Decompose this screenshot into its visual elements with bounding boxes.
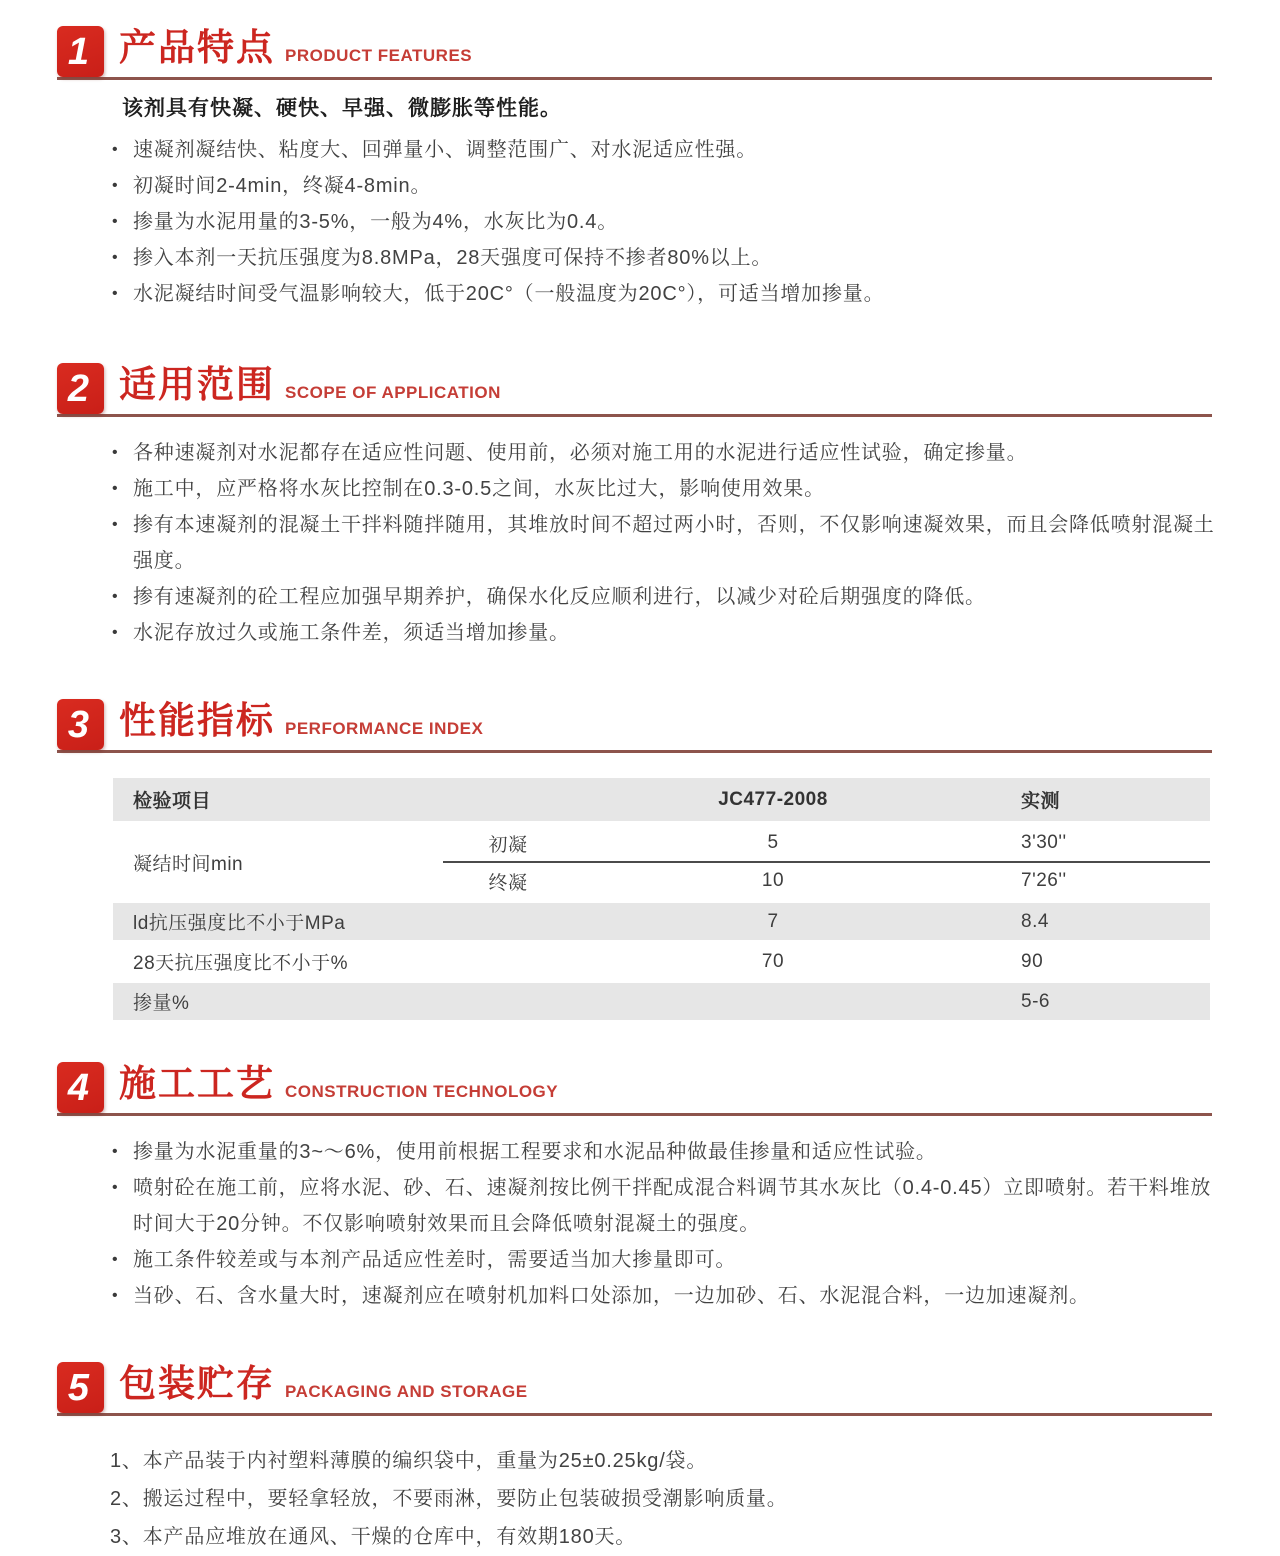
section-1-title: 产品特点 [119, 27, 275, 68]
bullet-item: • 掺有本速凝剂的混凝土干拌料随拌随用，其堆放时间不超过两小时，否则，不仅影响速凝效果，而且会降低喷射混凝土强度。 [110, 507, 1220, 579]
bullet-item: • 掺量为水泥重量的3~～6%，使用前根据工程要求和水泥品种做最佳掺量和适应性试验。 [110, 1134, 1220, 1170]
section-performance-index [0, 697, 1280, 1020]
construction-bullet-list [110, 1134, 1220, 1314]
scope-bullet-list [110, 435, 1220, 651]
table-row-28d-strength [113, 943, 1210, 980]
table-row-1d-strength [113, 903, 1210, 940]
bullet-item: • 掺有速凝剂的砼工程应加强早期养护，确保水化反应顺利进行，以减少对砼后期强度的降低。 [110, 579, 1220, 615]
bullet-item: • 速凝剂凝结快、粘度大、回弹量小、调整范围广、对水泥适应性强。 [110, 132, 1220, 168]
subrow-label: 终凝 [488, 872, 528, 894]
measured-value: 7'26'' [1021, 870, 1067, 891]
packaging-numbered-list [110, 1442, 1220, 1556]
section-number: 1 [67, 30, 90, 73]
standard-value: 70 [761, 950, 785, 972]
section-5-body [110, 1442, 1220, 1556]
section-4-body [110, 1116, 1220, 1314]
bullet-item: • 掺入本剂一天抗压强度为8.8MPa，28天强度可保持不掺者80%以上。 [110, 240, 1220, 276]
performance-table [113, 778, 1210, 1020]
table-row-dosage [113, 983, 1210, 1020]
features-intro-line: 该剂具有快凝、硬快、早强、微膨胀等性能。 [122, 97, 562, 120]
section-1-number-badge [57, 26, 104, 77]
row-label: 凝结时间min [133, 853, 244, 875]
section-4-subtitle-en: CONSTRUCTION TECHNOLOGY [285, 1082, 559, 1101]
row-label: 掺量% [133, 993, 190, 1014]
section-scope-of-application [0, 361, 1280, 651]
subrow-label: 初凝 [488, 834, 528, 856]
section-number: 2 [67, 367, 90, 410]
section-number: 5 [67, 1366, 90, 1409]
row-label: 28天抗压强度比不小于% [133, 953, 349, 974]
subrow-final-set [443, 862, 1210, 900]
section-5-title: 包装贮存 [119, 1363, 275, 1404]
features-bullet-list [110, 132, 1220, 312]
standard-value: 7 [767, 910, 779, 932]
col-header-standard: JC477-2008 [718, 788, 828, 810]
subrow-initial-set [443, 824, 1210, 862]
row-label: ld抗压强度比不小于MPa [133, 913, 346, 934]
section-packaging-and-storage [0, 1360, 1280, 1556]
standard-value: 10 [761, 870, 785, 891]
measured-value: 3'30'' [1021, 832, 1067, 853]
bullet-item: • 当砂、石、含水量大时，速凝剂应在喷射机加料口处添加，一边加砂、石、水泥混合料，一边加速凝剂。 [110, 1278, 1220, 1314]
section-1-body [110, 92, 1220, 312]
section-2-number-badge [57, 363, 104, 414]
bullet-item: • 水泥存放过久或施工条件差，须适当增加掺量。 [110, 615, 1220, 651]
col-header-item: 检验项目 [133, 791, 212, 812]
numbered-item: 3、本产品应堆放在通风、干燥的仓库中，有效期180天。 [110, 1526, 637, 1548]
section-2-subtitle-en: SCOPE OF APPLICATION [285, 383, 501, 402]
bullet-item: • 喷射砼在施工前，应将水泥、砂、石、速凝剂按比例干拌配成混合料调节其水灰比（0.4-0.45）立即喷射。若干料堆放时间大于20分钟。不仅影响喷射效果而且会降低喷射混凝土的强度。 [110, 1170, 1220, 1242]
bullet-item: • 掺量为水泥用量的3-5%，一般为4%，水灰比为0.4。 [110, 204, 1220, 240]
section-2-header [57, 361, 1212, 417]
section-4-header [57, 1060, 1212, 1116]
subrow-divider-line [443, 861, 1210, 863]
setting-time-subrows [443, 824, 1210, 900]
section-3-title: 性能指标 [119, 700, 275, 741]
section-2-title: 适用范围 [119, 364, 275, 405]
section-number: 3 [67, 703, 90, 746]
table-row-setting-time [113, 824, 1210, 900]
numbered-item: 2、搬运过程中，要轻拿轻放，不要雨淋，要防止包装破损受潮影响质量。 [110, 1488, 788, 1510]
section-number: 4 [67, 1066, 90, 1109]
measured-value: 8.4 [1021, 910, 1049, 932]
section-4-number-badge [57, 1062, 104, 1113]
measured-value: 90 [1021, 950, 1044, 972]
section-3-header [57, 697, 1212, 753]
bullet-item: • 施工中，应严格将水灰比控制在0.3-0.5之间，水灰比过大，影响使用效果。 [110, 471, 1220, 507]
section-3-number-badge [57, 699, 104, 750]
measured-value: 5-6 [1021, 990, 1050, 1012]
bullet-item: • 初凝时间2-4min，终凝4-8min。 [110, 168, 1220, 204]
section-4-title: 施工工艺 [119, 1063, 275, 1104]
section-product-features [0, 24, 1280, 312]
bullet-item: • 施工条件较差或与本剂产品适应性差时，需要适当加大掺量即可。 [110, 1242, 1220, 1278]
section-2-body [110, 417, 1220, 651]
table-header-row [113, 778, 1210, 821]
col-header-measured: 实测 [1021, 791, 1061, 812]
numbered-item: 1、本产品装于内衬塑料薄膜的编织袋中，重量为25±0.25kg/袋。 [110, 1450, 708, 1472]
section-5-number-badge [57, 1362, 104, 1413]
section-1-subtitle-en: PRODUCT FEATURES [285, 46, 473, 65]
section-3-subtitle-en: PERFORMANCE INDEX [285, 719, 484, 738]
section-1-header [57, 24, 1212, 80]
section-construction-technology [0, 1060, 1280, 1314]
bullet-item: • 各种速凝剂对水泥都存在适应性问题、使用前，必须对施工用的水泥进行适应性试验，确定掺量。 [110, 435, 1220, 471]
section-5-subtitle-en: PACKAGING AND STORAGE [285, 1382, 528, 1401]
standard-value: 5 [767, 832, 779, 853]
product-datasheet-page [0, 24, 1280, 1548]
section-5-header [57, 1360, 1212, 1416]
bullet-item: • 水泥凝结时间受气温影响较大，低于20C°（一般温度为20C°），可适当增加掺量。 [110, 276, 1220, 312]
